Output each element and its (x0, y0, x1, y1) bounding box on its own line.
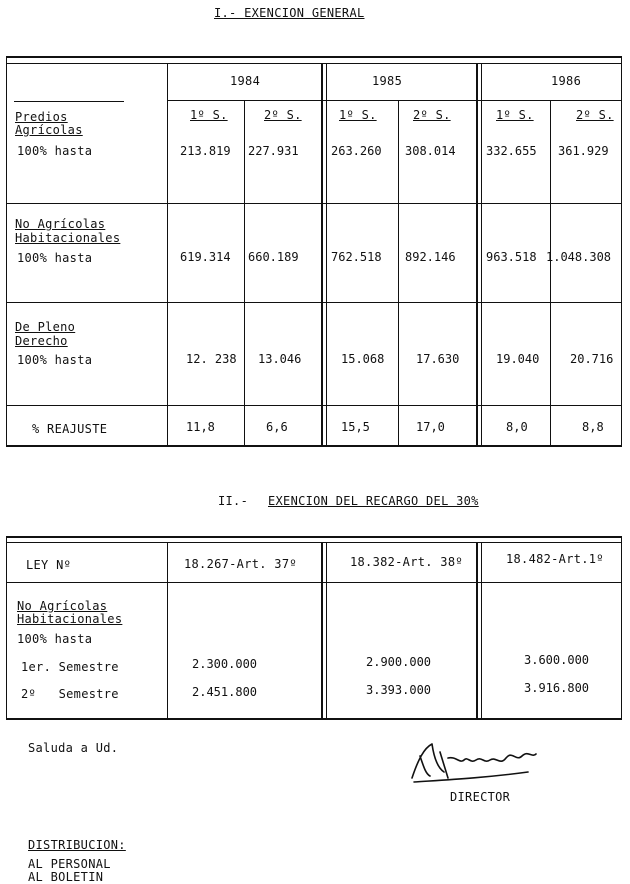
semester-header: 2º S. (264, 108, 302, 122)
section2-title-prefix: II.- (218, 494, 249, 508)
table-cell: 963.518 (486, 250, 537, 264)
semester-header: 1º S. (339, 108, 377, 122)
table-cell: 6,6 (266, 420, 288, 434)
table-cell: 2.300.000 (192, 657, 258, 671)
ley-header: 18.482-Art.1º (506, 552, 604, 566)
year-1985: 1985 (372, 74, 403, 88)
year-1986: 1986 (551, 74, 582, 88)
table-cell: 19.040 (496, 352, 540, 366)
table-cell: 892.146 (405, 250, 456, 264)
table-cell: 227.931 (248, 144, 299, 158)
table-cell: 660.189 (248, 250, 299, 264)
table-cell: 361.929 (558, 144, 609, 158)
table-cell: 3.393.000 (366, 683, 432, 697)
semester-header: 2º S. (413, 108, 451, 122)
saluda-text: Saluda a Ud. (28, 741, 119, 755)
table-cell: 3.600.000 (524, 653, 590, 667)
row-label: No Agrícolas (15, 217, 106, 231)
table-cell: 263.260 (331, 144, 382, 158)
table-cell: 2.900.000 (366, 655, 432, 669)
table-cell: 17,0 (416, 420, 445, 434)
table-cell: 2.451.800 (192, 685, 258, 699)
reajuste-label: % REAJUSTE (32, 422, 108, 436)
table-cell: 3.916.800 (524, 681, 590, 695)
row-label: Habitacionales (17, 612, 123, 626)
row-label: De Pleno (15, 320, 76, 334)
row-label: Predios (15, 110, 68, 124)
ley-header: 18.382-Art. 38º (350, 555, 463, 569)
table-cell: 308.014 (405, 144, 456, 158)
table-cell: 213.819 (180, 144, 231, 158)
distribucion-label: DISTRIBUCION: (28, 838, 126, 852)
semester-header: 2º S. (576, 108, 614, 122)
signature (404, 738, 544, 788)
row-label: Habitacionales (15, 231, 121, 245)
semester-label: 2º Semestre (21, 687, 119, 701)
section1-title: I.- EXENCION GENERAL (214, 6, 365, 20)
table-cell: 11,8 (186, 420, 215, 434)
row-sublabel: 100% hasta (17, 144, 93, 158)
ley-header: 18.267-Art. 37º (184, 557, 297, 571)
row-label: No Agrícolas (17, 599, 108, 613)
semester-header: 1º S. (190, 108, 228, 122)
table-cell: 1.048.308 (546, 250, 612, 264)
director-label: DIRECTOR (450, 790, 511, 804)
table-cell: 8,0 (506, 420, 528, 434)
row-label: Agrícolas (15, 123, 83, 137)
table-cell: 13.046 (258, 352, 302, 366)
section2-title: EXENCION DEL RECARGO DEL 30% (268, 494, 479, 508)
semester-header: 1º S. (496, 108, 534, 122)
row-sublabel: 100% hasta (17, 632, 93, 646)
row-label: Derecho (15, 334, 68, 348)
semester-label: 1er. Semestre (21, 660, 119, 674)
table-cell: 12. 238 (186, 352, 237, 366)
table-cell: 15,5 (341, 420, 370, 434)
year-1984: 1984 (230, 74, 261, 88)
table-cell: 8,8 (582, 420, 604, 434)
table-cell: 332.655 (486, 144, 537, 158)
row-sublabel: 100% hasta (17, 353, 93, 367)
ley-label: LEY Nº (26, 558, 72, 572)
table-cell: 15.068 (341, 352, 385, 366)
table-cell: 20.716 (570, 352, 614, 366)
dist-item: AL BOLETIN (28, 870, 104, 884)
table-cell: 762.518 (331, 250, 382, 264)
dist-item: AL PERSONAL (28, 857, 111, 871)
row-sublabel: 100% hasta (17, 251, 93, 265)
table-cell: 619.314 (180, 250, 231, 264)
table-cell: 17.630 (416, 352, 460, 366)
